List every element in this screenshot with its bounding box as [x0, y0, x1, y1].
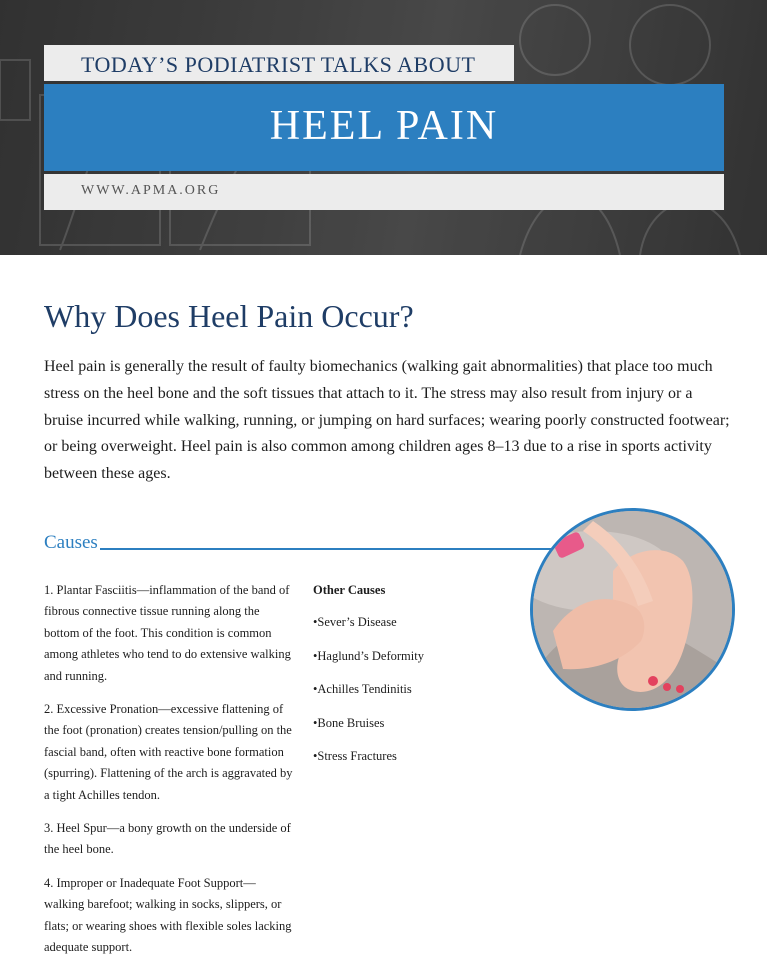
cause-item: 1. Plantar Fasciitis—inflammation of the band of fibrous connective tissue running along the bottom of the foot. This condition is common among athletes who tend to do extensive walking and running.	[44, 583, 291, 683]
causes-heading: Causes	[44, 532, 98, 553]
other-cause-item: •Stress Fractures	[313, 749, 397, 764]
topic-band	[44, 45, 514, 81]
other-cause-item: •Sever’s Disease	[313, 615, 397, 630]
topic-text: TODAY’S PODIATRIST TALKS ABOUT	[81, 52, 476, 77]
website-link[interactable]: WWW.APMA.ORG	[81, 183, 221, 198]
intro-paragraph: Heel pain is generally the result of faulty biomechanics (walking gait abnormalities) that place too much stress on the heel bone and the soft tissues that attach to it. The stress may also result from injury or a bruise incurred while walking, running, or jumping on hard surfaces; wearing poorly constructed footwear; or being overweight. Heel pain is also common among children ages 8–13 due to a rise in sports activity between these ages.	[44, 358, 730, 483]
cause-item: 4. Improper or Inadequate Foot Support—walking barefoot; walking in socks, slippers, or flats; or wearing shoes with flexible soles lacking adequate support.	[44, 875, 292, 955]
page-title: HEEL PAIN	[269, 103, 499, 149]
title-band	[44, 84, 724, 171]
cause-item: 2. Excessive Pronation—excessive flattening of the foot (pronation) creates tension/pulling on the fascial band, often with reactive bone formation (spurring). Flattening of the arch is aggravated by a tight Achilles tendon.	[44, 702, 293, 802]
section-heading: Why Does Heel Pain Occur?	[44, 298, 414, 334]
heel-photo	[530, 508, 735, 711]
causes-divider	[100, 548, 560, 550]
website-band	[44, 174, 724, 210]
cause-item: 3. Heel Spur—a bony growth on the underside of the heel bone.	[44, 821, 291, 857]
foot-illustration	[533, 511, 732, 708]
other-causes	[313, 580, 513, 779]
causes-list	[44, 580, 296, 971]
other-cause-item: •Haglund’s Deformity	[313, 648, 424, 663]
other-cause-item: •Achilles Tendinitis	[313, 682, 412, 697]
other-cause-item: •Bone Bruises	[313, 715, 385, 730]
other-causes-title: Other Causes	[313, 583, 386, 597]
header-hero	[0, 0, 767, 255]
